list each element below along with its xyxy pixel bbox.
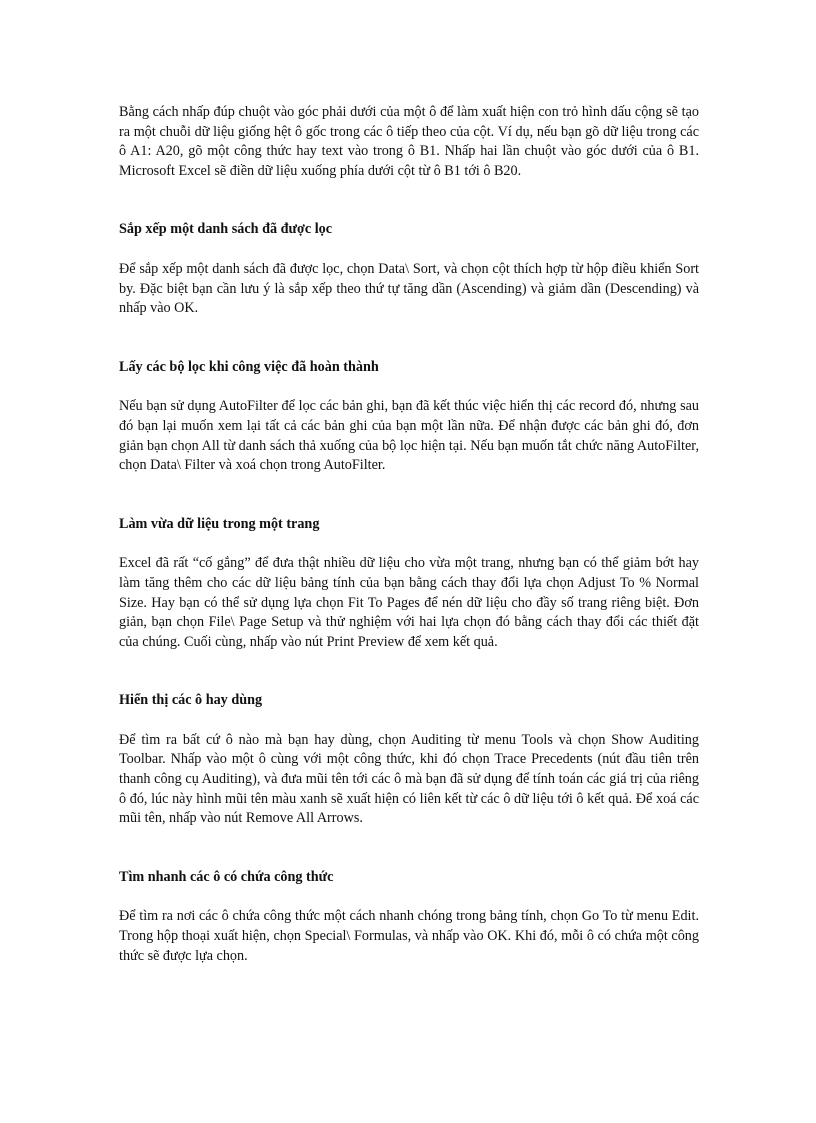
section-body-show-cells: Để tìm ra bất cứ ô nào mà bạn hay dùng, chọn Auditing từ menu Tools và chọn Show Auditing Toolbar. Nhấp vào một ô cùng với một công thức, khi đó chọn Trace Precedents (nút đầu tiên trên thanh công cụ Auditing), và đưa mũi tên tới các ô mà bạn đã sử dụng để tính toán các giá trị của riêng ô đó, lúc này hình mũi tên màu xanh sẽ xuất hiện có liên kết từ các ô dữ liệu tới ô kết quả. Để xoá các mũi tên, nhấp vào nút Remove All Arrows. [119,731,699,827]
intro-paragraph: Bằng cách nhấp đúp chuột vào góc phải dưới của một ô để làm xuất hiện con trỏ hình dấu cộng sẽ tạo ra một chuỗi dữ liệu giống hệt ô gốc trong các ô tiếp theo của cột. Ví dụ, nếu bạn gõ dữ liệu trong các ô A1: A20, gõ một công thức hay text vào trong ô B1. Nhấp hai lần chuột vào góc dưới của ô B1. Microsoft Excel sẽ điền dữ liệu xuống phía dưới cột từ ô B1 tới ô B20. [119,104,699,179]
document-body [119,103,699,966]
section-heading-fit-page: Làm vừa dữ liệu trong một trang [119,515,320,532]
section-heading-find-formulas: Tìm nhanh các ô có chứa công thức [119,868,334,885]
section-body-sort: Để sắp xếp một danh sách đã được lọc, chọn Data\ Sort, và chọn cột thích hợp từ hộp điều khiển Sort by. Đặc biệt bạn cần lưu ý là sắp xếp theo thứ tự tăng dần (Ascending) và giảm dần (Descending) và nhấp vào OK. [119,260,699,317]
section-body-remove-filters: Nếu bạn sử dụng AutoFilter để lọc các bản ghi, bạn đã kết thúc việc hiển thị các record đó, nhưng sau đó bạn lại muốn xem lại tất cả các bản ghi của bạn một lần nữa. Để nhận được các bản ghi đó, đơn giản bạn chọn All từ danh sách thả xuống của bộ lọc hiện tại. Nếu bạn muốn tắt chức năng AutoFilter, chọn Data\ Filter và xoá chọn trong AutoFilter. [119,398,699,474]
section-body-fit-page: Excel đã rất “cố gắng” để đưa thật nhiều dữ liệu cho vừa một trang, nhưng bạn có thể giảm bớt hay làm tăng thêm cho các dữ liệu bảng tính của bạn bằng cách thay đổi lựa chọn Adjust To % Normal Size. Hay bạn có thể sử dụng lựa chọn Fit To Pages để nén dữ liệu cho đầy số trang riêng biệt. Đơn giản, bạn chọn File\ Page Setup và thử nghiệm với hai lựa chọn đó bằng cách thay đổi các thiết đặt của chúng. Cuối cùng, nhấp vào nút Print Preview để xem kết quả. [119,555,699,650]
section-heading-sort: Sắp xếp một danh sách đã được lọc [119,221,333,238]
section-heading-show-cells: Hiển thị các ô hay dùng [119,692,263,709]
section-body-find-formulas: Để tìm ra nơi các ô chứa công thức một cách nhanh chóng trong bảng tính, chọn Go To từ menu Edit. Trong hộp thoại xuất hiện, chọn Special\ Formulas, và nhấp vào OK. Khi đó, mỗi ô có chứa một công thức sẽ được lựa chọn. [119,908,699,964]
section-heading-remove-filters: Lấy các bộ lọc khi công việc đã hoàn thành [119,358,379,375]
